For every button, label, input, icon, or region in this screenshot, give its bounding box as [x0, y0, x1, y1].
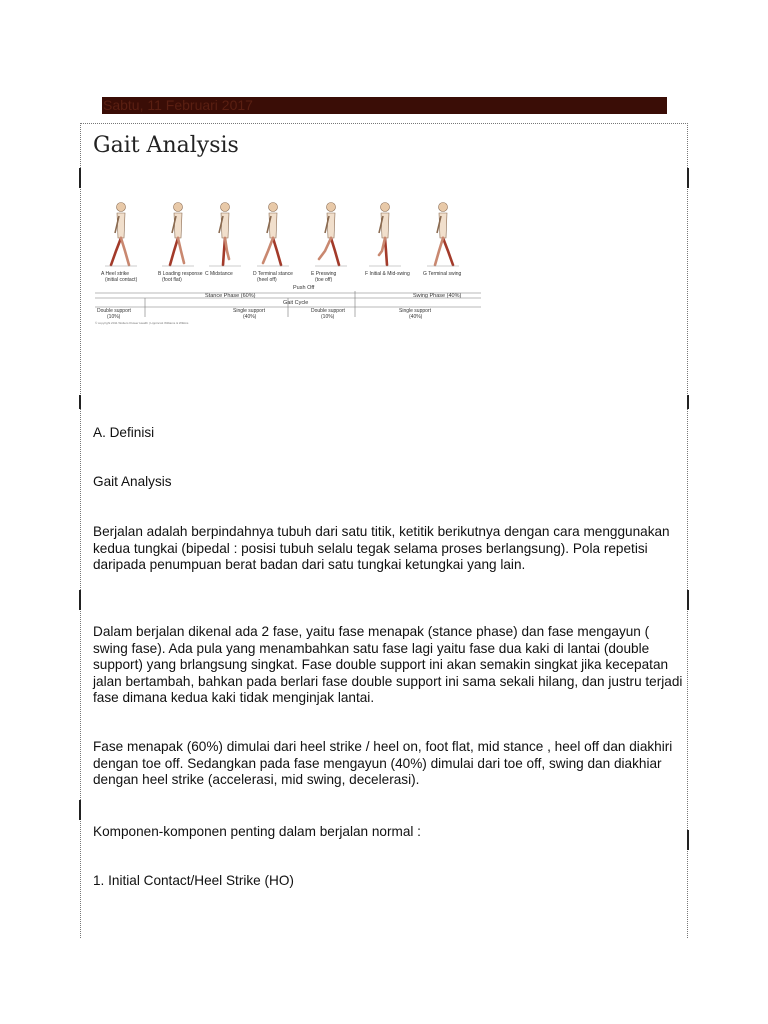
walking-figure — [209, 203, 241, 267]
list-item-initial-contact: 1. Initial Contact/Heel Strike (HO) — [93, 873, 294, 888]
section-subtitle: Gait Analysis — [93, 474, 172, 489]
date-header: Sabtu, 11 Februari 2017 — [102, 97, 667, 114]
walking-figure — [315, 203, 347, 267]
phase-sub-label: (foot flat) — [162, 277, 182, 283]
gait-cycle-label: Gait Cycle — [283, 300, 309, 306]
copyright-note: © copyright 2011 Wolters Kluwer Health | Lippincott Williams & Wilkins — [95, 321, 189, 325]
support-name-label: Single support — [399, 308, 431, 314]
walking-figure — [369, 203, 401, 267]
support-name-label: Double support — [97, 308, 131, 314]
phase-name-label: E Preswing — [311, 271, 337, 277]
gait-cycle-figure — [93, 193, 483, 333]
border-mark — [79, 168, 81, 188]
border-mark — [79, 395, 81, 409]
border-mark — [687, 168, 689, 188]
swing-phase-label: Swing Phase (40%) — [413, 293, 462, 299]
post-title: Gait Analysis — [93, 133, 239, 158]
phase-sub-label: (toe off) — [315, 277, 333, 283]
paragraph-gait-phases: Dalam berjalan dikenal ada 2 fase, yaitu fase menapak (stance phase) dan fase mengayun ( swing fase). Ada pula yang menambahkan satu fase lagi yaitu fase dua kaki di lantai (double support) yang brlangsung singkat. Fase double support ini akan semakin singkat jika kecepatan jalan bertambah, bahkan pada berlari fase double support ini sama sekali hilang, dan justru terjadi fase dimana kedua kaki tidak menginjak lantai. — [93, 624, 683, 705]
phase-sub-label: (initial contact) — [105, 277, 138, 283]
support-percent-label: (40%) — [409, 314, 423, 320]
support-percent-label: (10%) — [107, 314, 121, 320]
phase-name-label: D Terminal stance — [253, 271, 293, 277]
walking-figure — [427, 203, 459, 267]
walking-figure — [257, 203, 289, 267]
border-mark — [687, 590, 689, 610]
walking-figure — [162, 203, 194, 267]
border-mark — [79, 590, 81, 610]
phase-name-label: B Loading response — [158, 271, 203, 277]
walking-figure — [105, 203, 137, 267]
border-mark — [79, 800, 81, 820]
paragraph-walking-definition: Berjalan adalah berpindahnya tubuh dari satu titik, ketitik berikutnya dengan cara menggunakan kedua tungkai (bipedal : posisi tubuh selalu tegak selama proses berlangsung). Pola repetisi daripada penumpuan berat badan dari satu tungkai ketungkai yang lain. — [93, 524, 670, 572]
border-mark — [687, 395, 689, 409]
phase-name-label: C Midstance — [205, 271, 233, 277]
phase-sub-label: (heel off) — [257, 277, 277, 283]
section-heading-definisi: A. Definisi — [93, 425, 155, 440]
phase-name-label: F Initial & Mid-swing — [365, 271, 410, 277]
support-name-label: Single support — [233, 308, 265, 314]
stance-phase-label: Stance Phase (60%) — [205, 293, 256, 299]
push-off-label: Push Off — [293, 285, 315, 291]
support-name-label: Double support — [311, 308, 345, 314]
support-percent-label: (40%) — [243, 314, 257, 320]
gait-cycle-illustration — [93, 193, 483, 333]
paragraph-stance-swing: Fase menapak (60%) dimulai dari heel strike / heel on, foot flat, mid stance , heel off dan diakhiri dengan toe off. Sedangkan pada fase mengayun (40%) dimulai dari toe off, swing dan diakhiar dengan heel strike (accelerasi, mid swing, decelerasi). — [93, 739, 673, 787]
paragraph-components: Komponen-komponen penting dalam berjalan normal : — [93, 824, 421, 839]
phase-name-label: G Terminal swing — [423, 271, 462, 277]
border-mark — [687, 830, 689, 850]
support-percent-label: (10%) — [321, 314, 335, 320]
phase-name-label: A Heel strike — [101, 271, 130, 277]
